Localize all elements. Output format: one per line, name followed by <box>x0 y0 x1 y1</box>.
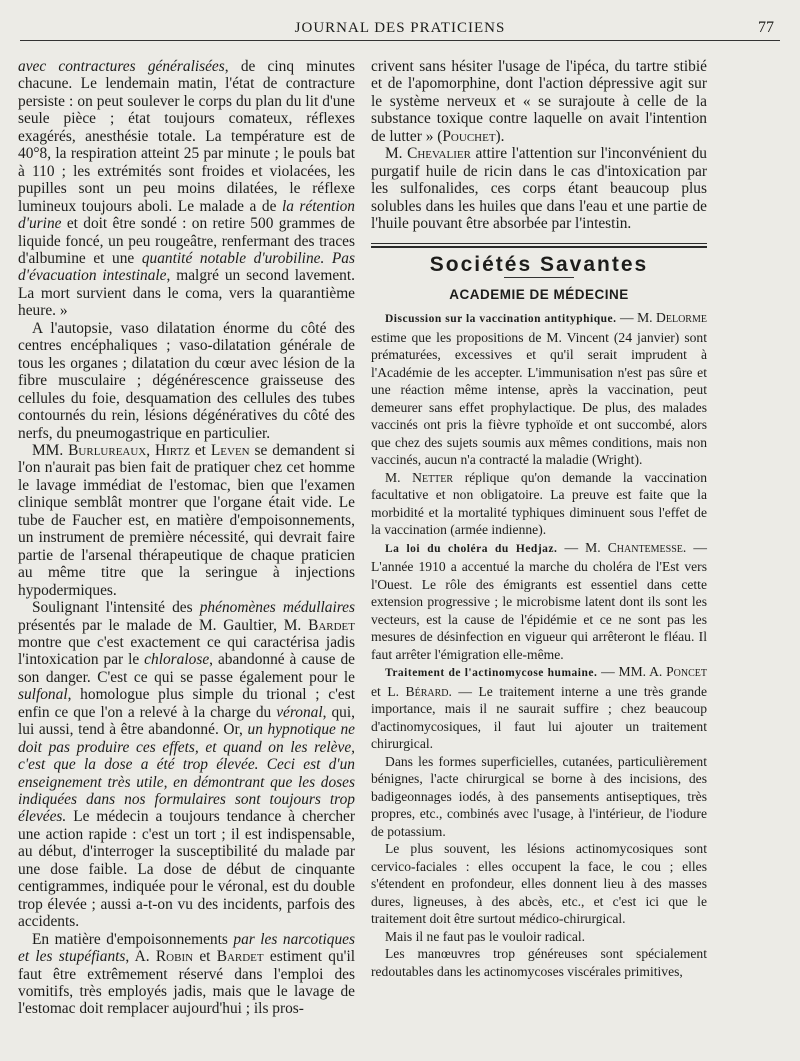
author-name: Bérard <box>405 683 449 699</box>
paragraph <box>371 753 707 841</box>
paragraph <box>371 945 707 980</box>
author-name: Burlureaux, Hirtz <box>68 441 190 459</box>
title-underline <box>504 277 574 278</box>
page-number: 77 <box>758 19 774 36</box>
text-run: . — L'année 1910 a accentué la marche du choléra de l'Est vers l'Ouest. Le rôle des émigrants est essentiel dans cette extension progressive ; le microbisme latent dont ils sont les vecteurs, est la cause de l'épidémie et ce ne sont pas les mesures de désinfection en vigueur qui arrêteront le fléau. Il faut arrêter l'émigration elle-même. <box>371 539 707 662</box>
text-run: . — Le traitement interne a une très grande importance, mais il ne saurait suffire ; chez beaucoup d'actinomycosiques, il faut lui ajouter un traitement chirurgical. <box>371 683 707 752</box>
paragraph <box>18 442 355 599</box>
text-run: chloralose <box>144 651 210 669</box>
paragraph <box>371 58 707 145</box>
text-run: A l'autopsie, vaso dilatation énorme du côté des centres encéphaliques ; vaso-dilatation générale de tous les organes ; dilatation du cœur avec lésion de la fibre musculaire ; dégénérescence graisseuse des cellules du foie, desquamation des cellules des tubes contournés du rein, lésions dégénératives du côté des nerfs, du pneumogastrique en particulier. <box>18 319 355 442</box>
report-heading: Discussion sur la vaccination antityphique. <box>385 313 617 326</box>
right-top-text <box>371 58 707 233</box>
paragraph <box>18 931 355 1018</box>
report-heading: Traitement de l'actinomycose humaine. <box>385 667 598 680</box>
text-run: Dans les formes superficielles, cutanées, particulièrement bénignes, l'acte chirurgical se borne à des incisions, des badigeonnages iodés, à des pansements antiseptiques, très propres, etc., combinés avec l'usage, à l'intérieur, de l'iodure de potassium. <box>371 753 707 839</box>
text-run: et <box>193 948 217 966</box>
text-run: M. <box>385 145 408 163</box>
text-run: estiment qu'il faut être extrêmement réservé dans l'emploi des vomitifs, très employés jadis, mais que le lavage de l'estomac doit remplacer aujourd'hui ; ils pros- <box>18 948 355 1018</box>
paragraph <box>371 539 707 664</box>
text-run: , abandonné à cause de son danger. C'est ce qui se passe également pour le <box>18 651 355 686</box>
text-run: avec contractures généralisées <box>18 58 225 75</box>
author-name: Delorme <box>656 310 707 326</box>
text-run: présentés par le malade de M. Gaultier, M. <box>18 616 309 634</box>
journal-title: JOURNAL DES PRATICIENS <box>294 20 506 36</box>
paragraph <box>18 320 355 442</box>
academy-reports <box>371 309 707 980</box>
paragraph <box>371 469 707 539</box>
left-column <box>18 58 355 1018</box>
text-run: — M. <box>557 539 608 555</box>
text-run: par les narcotiques et les stupéfiants <box>18 930 355 966</box>
section-divider-thick <box>371 246 707 248</box>
author-name: Netter <box>412 469 454 485</box>
author-name: Robin <box>155 948 194 966</box>
author-name: Chevalier <box>407 145 471 163</box>
text-run: se demandent si l'on n'aurait pas bien fait de pratiquer chez cet homme le lavage immédiat de l'estomac, bien que l'examen clinique semblât montrer que l'organe était vide. Le tube de Faucher est, en matière d'empoisonnements, un instrument de première nécessité, qui devrait faire partie de l'arsenal thérapeutique de chaque praticien au même titre que la seringue à injections hypodermiques. <box>18 441 356 599</box>
text-run: Mais il ne faut pas le vouloir radical. <box>385 928 586 944</box>
text-run: crivent sans hésiter l'usage de l'ipéca, du tartre stibié et de l'apomorphine, dont l'action dépressive agit sur le système nerveux et « se surajoute à celle de la substance toxique contre laquelle on avait l'intention de lutter » ( <box>371 58 707 145</box>
page-header <box>20 18 780 41</box>
text-run: réplique qu'on demande la vaccination facultative et non obligatoire. La preuve est faite que la morbidité et la mortalité typhiques diminuent sous l'effet de la vaccination (armée indienne). <box>371 469 707 538</box>
text-run: Soulignant l'intensité des <box>32 599 200 617</box>
text-run: — M. <box>616 310 657 326</box>
paragraph <box>18 599 355 931</box>
text-run: , qui, lui aussi, tend à être abandonné. Or, <box>18 703 355 739</box>
paragraph <box>371 663 707 753</box>
paragraph <box>371 928 707 946</box>
paragraph <box>371 145 707 232</box>
academy-heading: ACADEMIE DE MÉDECINE <box>449 286 629 302</box>
text-run: Les manœuvres trop généreuses sont spécialement redoutables dans les actinomycoses viscérales primitives, <box>371 946 707 979</box>
text-run: phénomènes médullaires <box>199 599 355 617</box>
text-run: Le plus souvent, les lésions actinomycosiques sont cervico-faciales : elles occupent la face, le cou ; elles s'étendent en profondeur, elles donnent lieu à des masses dures, ligneuses, à des abcès, etc., et c'est ici que le traitement doit être surtout médico-chirurgical. <box>371 841 707 927</box>
section-title: Sociétés Savantes <box>429 252 649 276</box>
paragraph <box>371 840 707 928</box>
paragraph <box>371 309 707 469</box>
text-run: , malgré un second lavement. La mort survient dans le coma, vers la quarantième heure. » <box>18 267 355 320</box>
text-run: montre que c'est exactement ce qui caractérisa jadis l'intoxication par le <box>18 633 355 669</box>
text-run: estime que les propositions de M. Vincent (24 janvier) sont prématurées, excessives et qu'il serait imprudent à l'Académie de les accepter. L'immunisation n'est pas sûre et une réaction même intense, après la vaccination, peut demeurer sans effet prophylactique. De plus, des malades vaccinés ont pris la fièvre typhoïde et ont succombé, alors que chez des sujets soumis aux mêmes conditions, mais non vaccinés, aucun n'a contracté la maladie (Wright). <box>371 329 707 468</box>
text-run: et L. <box>371 683 406 699</box>
text-run: , A. <box>125 948 156 966</box>
right-column <box>371 58 707 980</box>
paragraph <box>18 58 355 320</box>
text-run: attire l'attention sur l'inconvénient du purgatif huile de ricin dans le cas d'intoxication par les sulfonalides, ces corps étant beaucoup plus solubles dans les huiles que dans l'eau et une partie de l'huile pouvant être absorbée par l'intestin. <box>371 145 707 233</box>
report-heading: La loi du choléra du Hedjaz. <box>385 542 558 555</box>
text-run: M. <box>385 469 413 485</box>
text-run: Le médecin a toujours tendance à chercher une action rapide : c'est un tort ; il est indispensable, au début, d'interroger la susceptibilité du malade par une dose faible. La dose de début de cinquante centigrammes, indiquée pour le véronal, est du double trop élevée ; aussi a-t-on vu des incidents, parfois des accidents. <box>18 808 355 931</box>
author-name: Poncet <box>666 664 707 680</box>
text-run: ). <box>495 127 505 145</box>
author-name: Leven <box>210 441 250 459</box>
text-run: et doit être sondé : on retire 500 grammes de liquide foncé, un peu rougeâtre, renfermant des traces d'albumine et une <box>18 215 355 267</box>
text-run: — MM. A. <box>597 664 667 680</box>
text-run: MM. <box>32 441 69 459</box>
text-run: sulfonal <box>18 686 68 704</box>
author-name: Pouchet <box>442 127 496 145</box>
text-run: quantité notable d'urobiline. Pas d'évacuation intestinale <box>18 249 355 285</box>
author-name: Bardet <box>308 616 355 634</box>
text-run: , homologue plus simple du trional ; c'est enfin ce que l'on a relevé à la charge du <box>18 686 355 721</box>
author-name: Chantemesse <box>607 539 683 555</box>
text-run: un hypnotique ne doit pas produire ces effets, et quand on les relève, c'est que la dose a été trop élevée. Ceci est d'un enseignement très utile, en démontrant que les doses indiquées dans nos formulaires sont toujours trop élevées. <box>18 721 356 826</box>
text-run: véronal <box>276 703 323 721</box>
text-run: En matière d'empoisonnements <box>32 930 234 948</box>
author-name: Bardet <box>216 948 264 966</box>
section-divider <box>371 243 707 244</box>
text-run: , de cinq minutes chacune. Le lendemain matin, l'état de contracture persiste : on peut soulever le corps du plan du lit d'une seule pièce ; état toujours comateux, réflexes exagérés, anesthésie totale. La température est de 40°8, la respiration atteint 25 par minute ; le pouls bat à 110 ; les extrémités sont froides et violacées, les pupilles sont un peu moins dilatées, le réflexe lumineux toujours aboli. Le malade a de <box>18 58 355 215</box>
text-run: et <box>189 441 211 459</box>
text-run: la rétention d'urine <box>18 197 356 233</box>
